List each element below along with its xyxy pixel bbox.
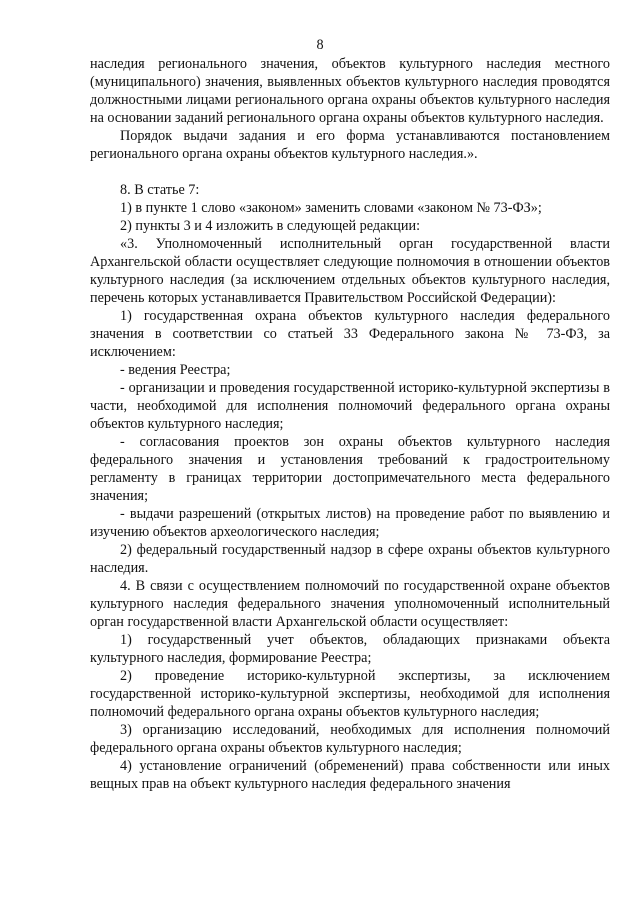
paragraph: 1) государственная охрана объектов культурного наследия федерального значения в соответствии со статьей 33 Федерального закона № 73-ФЗ, за исключением:	[90, 308, 610, 360]
paragraph: наследия регионального значения, объектов культурного наследия местного (муниципального) значения, выявленных объектов культурного наследия проводятся должностными лицами регионального органа охраны объектов культурного наследия на основании заданий регионального органа охраны объектов культурного наследия.	[90, 56, 610, 126]
paragraph: 2) пункты 3 и 4 изложить в следующей редакции:	[120, 218, 421, 234]
paragraph: - организации и проведения государственной историко-культурной экспертизы в части, необходимой для исполнения полномочий федерального органа охраны объектов культурного наследия;	[90, 380, 610, 432]
paragraph: 1) в пункте 1 слово «законом» заменить словами «законом № 73-ФЗ»;	[120, 200, 542, 216]
paragraph: 3) организацию исследований, необходимых для исполнения полномочий федерального органа охраны объектов культурного наследия;	[90, 722, 610, 756]
document-body	[90, 55, 610, 793]
paragraph: 4) установление ограничений (обременений) права собственности или иных вещных прав на объект культурного наследия федерального значения	[90, 758, 610, 792]
paragraph-gap	[90, 163, 610, 181]
paragraph: 2) федеральный государственный надзор в сфере охраны объектов культурного наследия.	[90, 542, 610, 576]
paragraph: «3. Уполномоченный исполнительный орган государственной власти Архангельской области осуществляет следующие полномочия в отношении объектов культурного наследия (за исключением отдельных объектов культурного наследия, перечень которых устанавливается Правительством Российской Федерации):	[90, 236, 610, 306]
paragraph: 8. В статье 7:	[120, 182, 200, 198]
paragraph: 1) государственный учет объектов, обладающих признаками объекта культурного наследия, формирование Реестра;	[90, 632, 610, 666]
paragraph: Порядок выдачи задания и его форма устанавливаются постановлением регионального органа охраны объектов культурного наследия.».	[90, 128, 610, 162]
paragraph: 2) проведение историко-культурной экспертизы, за исключением государственной историко-культурной экспертизы, необходимой для исполнения полномочий федерального органа охраны объектов культурного наследия;	[90, 668, 610, 720]
paragraph: - ведения Реестра;	[120, 362, 231, 378]
paragraph: - выдачи разрешений (открытых листов) на проведение работ по выявлению и изучению объектов археологического наследия;	[90, 506, 610, 540]
paragraph: 4. В связи с осуществлением полномочий по государственной охране объектов культурного наследия федерального значения уполномоченный исполнительный орган государственной власти Архангельской области осуществляет:	[90, 578, 610, 630]
page-number: 8	[316, 37, 324, 53]
paragraph: - согласования проектов зон охраны объектов культурного наследия федерального значения и установления требований к градостроительному регламенту в границах территории достопримечательного места федерального значения;	[90, 434, 610, 504]
